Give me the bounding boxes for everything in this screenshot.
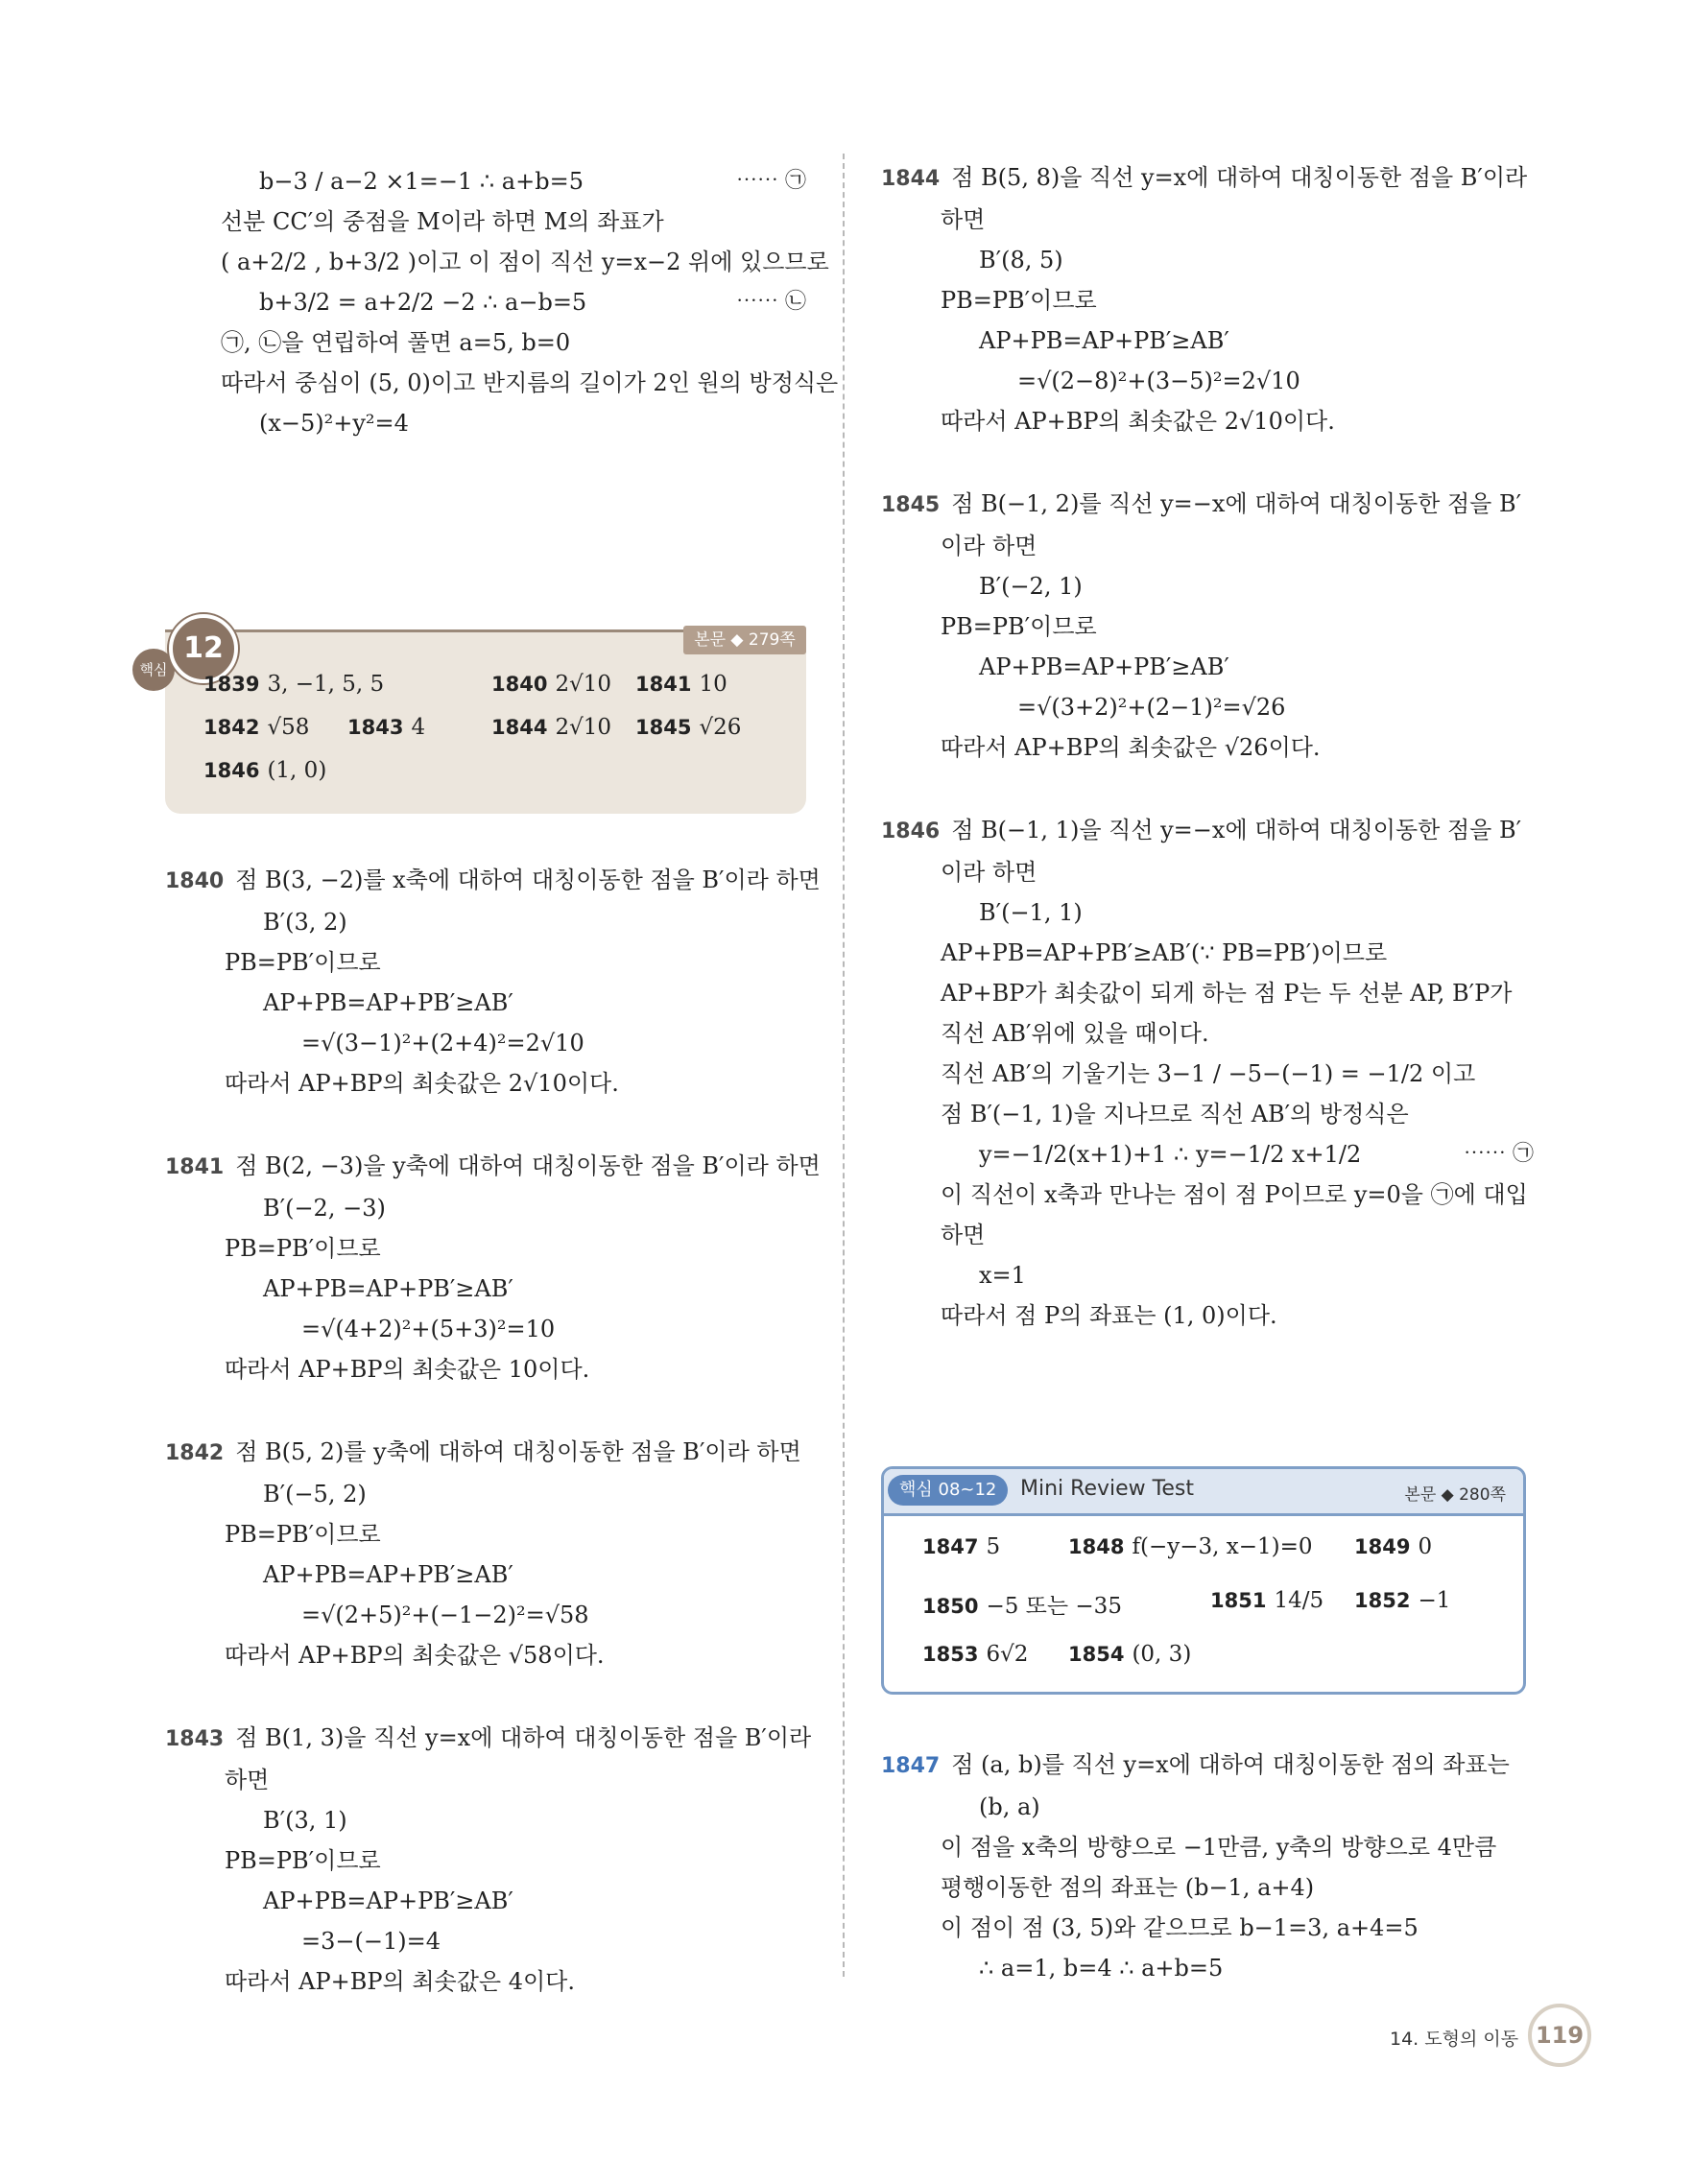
line-text: =√(4+2)²+(5+3)²=10 — [301, 1316, 556, 1342]
solution-line — [221, 161, 806, 202]
solution-line — [941, 687, 1534, 727]
solution-line — [941, 647, 1534, 687]
answer-value: 0 — [1418, 1534, 1433, 1559]
solution-line — [941, 1948, 1534, 1988]
line-text: (b, a) — [979, 1793, 1040, 1820]
line-text: 이라 하면 — [941, 533, 1037, 559]
answer-1845 — [635, 715, 741, 740]
review-answer-1852 — [1354, 1588, 1450, 1613]
line-text: 점 (a, b)를 직선 y=x에 대하여 대칭이동한 점의 좌표는 — [951, 1751, 1510, 1778]
solution-1845 — [881, 484, 1534, 768]
solution-line — [941, 606, 1534, 647]
review-answer-1850 — [922, 1588, 1122, 1620]
line-text: B′(−5, 2) — [263, 1481, 367, 1507]
line-text: b−3 / a−2 ×1=−1 ∴ a+b=5 — [259, 168, 584, 195]
answer-value: −5 또는 −35 — [986, 1594, 1122, 1619]
solution-1842 — [165, 1432, 808, 1675]
line-text: B′(3, 1) — [263, 1807, 347, 1834]
review-answer-1847 — [922, 1534, 1000, 1559]
solution-line — [941, 526, 1534, 566]
line-text: b+3/2 = a+2/2 −2 ∴ a−b=5 — [259, 289, 587, 316]
solution-line — [221, 282, 806, 322]
answer-value: 6√2 — [986, 1642, 1029, 1667]
line-text: 따라서 AP+BP의 최솟값은 √26이다. — [941, 734, 1321, 761]
solution-line — [225, 1228, 808, 1269]
solution-line — [941, 933, 1534, 973]
problem-number: 1847 — [881, 1754, 941, 1778]
answer-number: 1845 — [635, 716, 692, 739]
solution-1847 — [881, 1745, 1534, 1988]
answer-number: 1842 — [203, 716, 260, 739]
solution-line — [165, 1146, 821, 1188]
line-text: 따라서 AP+BP의 최솟값은 2√10이다. — [941, 408, 1335, 435]
line-text: B′(3, 2) — [263, 909, 347, 936]
line-text: B′(−2, −3) — [263, 1195, 386, 1222]
solution-1840 — [165, 860, 821, 1104]
line-text: 따라서 중심이 (5, 0)이고 반지름의 길이가 2인 원의 방정식은 — [221, 369, 839, 396]
line-text: y=−1/2(x+1)+1 ∴ y=−1/2 x+1/2 — [979, 1141, 1362, 1168]
line-text: =√(3+2)²+(2−1)²=√26 — [1017, 694, 1286, 721]
answer-value: 2√10 — [555, 715, 612, 740]
spacer — [881, 441, 1534, 484]
solution-line — [221, 322, 806, 363]
solution-line — [941, 361, 1534, 401]
line-text: 직선 AB′의 기울기는 3−1 / −5−(−1) = −1/2 이고 — [941, 1060, 1476, 1087]
line-text: =√(3−1)²+(2+4)²=2√10 — [301, 1030, 584, 1056]
solution-line — [221, 202, 806, 242]
column-divider — [843, 154, 845, 1977]
solution-line — [225, 1961, 808, 2002]
solution-line — [881, 157, 1534, 200]
problem-number: 1844 — [881, 167, 941, 191]
solution-line — [225, 1921, 808, 1961]
line-text: B′(−2, 1) — [979, 573, 1083, 600]
answer-number: 1840 — [491, 673, 548, 696]
problem-number: 1841 — [165, 1155, 225, 1179]
line-text: PB=PB′이므로 — [225, 1235, 381, 1262]
answer-number: 1839 — [203, 673, 260, 696]
line-text: 따라서 AP+BP의 최솟값은 10이다. — [225, 1356, 590, 1383]
spacer — [165, 1104, 808, 1146]
solution-line — [221, 242, 829, 282]
line-text: AP+PB=AP+PB′≥AB′ — [979, 653, 1229, 680]
solution-line — [221, 363, 839, 403]
solution-line — [225, 1474, 808, 1514]
answer-number: 1841 — [635, 673, 692, 696]
equation-marker: ⋯⋯ ㉠ — [736, 169, 806, 193]
line-text: 점 B(1, 3)을 직선 y=x에 대하여 대칭이동한 점을 B′이라 — [235, 1724, 812, 1751]
solution-line — [225, 1800, 808, 1840]
answer-value: −1 — [1418, 1588, 1451, 1613]
solution-line — [225, 902, 808, 942]
line-text: 하면 — [941, 206, 986, 233]
left-column-top — [221, 161, 839, 443]
review-page-reference: 본문 ◆ 280쪽 — [1404, 1485, 1506, 1505]
line-text: 선분 CC′의 중점을 M이라 하면 M의 좌표가 — [221, 208, 664, 235]
problem-number: 1846 — [881, 819, 941, 843]
spacer — [165, 1389, 808, 1432]
answer-number: 1844 — [491, 716, 548, 739]
line-text: 점 B′(−1, 1)을 지나므로 직선 AB′의 방정식은 — [941, 1101, 1409, 1128]
line-text: AP+PB=AP+PB′≥AB′(∵ PB=PB′)이므로 — [941, 939, 1388, 966]
line-text: (x−5)²+y²=4 — [259, 410, 409, 437]
line-text: =3−(−1)=4 — [301, 1928, 441, 1955]
solution-line — [165, 1718, 812, 1760]
answer-value: f(−y−3, x−1)=0 — [1132, 1534, 1313, 1559]
review-answer-1854 — [1068, 1642, 1191, 1667]
review-title: Mini Review Test — [1020, 1477, 1194, 1501]
line-text: ∴ a=1, b=4 ∴ a+b=5 — [979, 1955, 1224, 1982]
line-text: 이 점이 점 (3, 5)와 같으므로 b−1=3, a+4=5 — [941, 1914, 1419, 1941]
line-text: ㉠, ㉡을 연립하여 풀면 a=5, b=0 — [221, 329, 571, 356]
solution-line — [881, 1745, 1534, 1787]
line-text: 점 B(5, 2)를 y축에 대하여 대칭이동한 점을 B′이라 하면 — [235, 1438, 801, 1465]
solution-line — [225, 1555, 808, 1595]
section-badge: 12 — [169, 614, 238, 683]
solution-line — [225, 1269, 808, 1309]
solution-line — [225, 1514, 808, 1555]
solution-line — [165, 1432, 808, 1474]
chapter-title: 14. 도형의 이동 — [1390, 2029, 1519, 2050]
answer-value: (1, 0) — [267, 758, 327, 783]
solution-line — [941, 1867, 1534, 1908]
line-text: 하면 — [941, 1222, 986, 1248]
review-tag: 핵심 08~12 — [888, 1475, 1008, 1506]
answer-1846 — [203, 758, 326, 783]
answer-number: 1850 — [922, 1595, 979, 1618]
line-text: ( a+2/2 , b+3/2 )이고 이 점이 직선 y=x−2 위에 있으므로 — [221, 249, 829, 275]
solution-line — [225, 1595, 808, 1635]
answer-1842 — [203, 715, 309, 740]
answer-1844 — [491, 715, 611, 740]
solution-line — [941, 280, 1534, 320]
review-answer-1851 — [1210, 1588, 1323, 1613]
core-tag: 핵심 — [132, 649, 175, 691]
solution-line — [225, 1188, 808, 1228]
line-text: PB=PB′이므로 — [225, 1847, 381, 1874]
solution-line — [225, 1309, 808, 1349]
line-text: PB=PB′이므로 — [225, 949, 381, 976]
line-text: 이 직선이 x축과 만나는 점이 점 P이므로 y=0을 ㉠에 대입 — [941, 1181, 1528, 1208]
answer-1840 — [491, 672, 611, 697]
solution-line — [165, 860, 821, 902]
solution-line — [941, 1827, 1534, 1867]
line-text: 점 B(−1, 1)을 직선 y=−x에 대하여 대칭이동한 점을 B′ — [951, 817, 1522, 843]
line-text: 따라서 AP+BP의 최솟값은 √58이다. — [225, 1642, 605, 1669]
spacer — [881, 768, 1534, 810]
solution-line — [941, 892, 1534, 933]
solution-line — [941, 566, 1534, 606]
answer-number: 1849 — [1354, 1535, 1411, 1558]
answer-number: 1852 — [1354, 1589, 1411, 1612]
solution-line — [225, 1881, 808, 1921]
problem-number: 1840 — [165, 869, 225, 893]
solution-line — [941, 200, 1534, 240]
solution-line — [941, 727, 1534, 768]
line-text: x=1 — [979, 1262, 1026, 1289]
problem-number: 1845 — [881, 493, 941, 517]
answer-value: 5 — [986, 1534, 1001, 1559]
problem-number: 1842 — [165, 1441, 225, 1465]
left-solutions — [165, 860, 821, 2002]
answer-number: 1847 — [922, 1535, 979, 1558]
answer-number: 1851 — [1210, 1589, 1267, 1612]
page-number: 119 — [1528, 2004, 1591, 2067]
line-text: 직선 AB′위에 있을 때이다. — [941, 1020, 1209, 1047]
solution-line — [225, 942, 808, 983]
solution-line — [941, 1787, 1534, 1827]
line-text: 이 점을 x축의 방향으로 −1만큼, y축의 방향으로 4만큼 — [941, 1834, 1497, 1861]
solution-line — [941, 1094, 1534, 1134]
problem-number: 1843 — [165, 1727, 225, 1751]
review-header — [884, 1469, 1523, 1516]
solution-line — [941, 1295, 1534, 1336]
solution-line — [941, 852, 1534, 892]
solution-line — [941, 1054, 1534, 1094]
line-text: B′(−1, 1) — [979, 899, 1083, 926]
solution-line — [941, 1134, 1534, 1175]
answer-1841 — [635, 672, 727, 697]
answer-number: 1843 — [347, 716, 404, 739]
line-text: PB=PB′이므로 — [941, 287, 1097, 314]
solution-1844 — [881, 157, 1534, 441]
answer-value: √58 — [267, 715, 310, 740]
review-answer-1849 — [1354, 1534, 1432, 1559]
line-text: AP+PB=AP+PB′≥AB′ — [263, 1275, 513, 1302]
equation-marker: ⋯⋯ ㉡ — [736, 290, 806, 314]
line-text: =√(2+5)²+(−1−2)²=√58 — [301, 1602, 589, 1628]
solution-1841 — [165, 1146, 821, 1389]
line-text: 점 B(3, −2)를 x축에 대하여 대칭이동한 점을 B′이라 하면 — [235, 866, 821, 893]
line-text: AP+PB=AP+PB′≥AB′ — [263, 1561, 513, 1588]
line-text: 하면 — [225, 1767, 270, 1793]
answer-value: 14/5 — [1274, 1588, 1324, 1613]
answer-value: √26 — [699, 715, 742, 740]
page-reference: 본문 ◆ 279쪽 — [683, 626, 806, 654]
solution-line — [225, 1063, 808, 1104]
solution-line — [941, 1175, 1534, 1215]
solution-line — [225, 1840, 808, 1881]
solution-1843 — [165, 1718, 812, 2002]
line-text: 점 B(5, 8)을 직선 y=x에 대하여 대칭이동한 점을 B′이라 — [951, 164, 1528, 191]
answer-number: 1854 — [1068, 1643, 1125, 1666]
solution-line — [941, 1255, 1534, 1295]
review-answer-1848 — [1068, 1534, 1313, 1559]
answer-value: 4 — [411, 715, 426, 740]
solution-line — [941, 320, 1534, 361]
line-text: PB=PB′이므로 — [941, 613, 1097, 640]
line-text: 점 B(2, −3)을 y축에 대하여 대칭이동한 점을 B′이라 하면 — [235, 1152, 821, 1179]
answer-number: 1846 — [203, 759, 260, 782]
solution-line — [941, 401, 1534, 441]
right-solutions — [881, 157, 1534, 1336]
line-text: 따라서 AP+BP의 최솟값은 2√10이다. — [225, 1070, 619, 1097]
line-text: AP+BP가 최솟값이 되게 하는 점 P는 두 선분 AP, B′P가 — [941, 980, 1513, 1007]
answer-number: 1848 — [1068, 1535, 1125, 1558]
line-text: AP+PB=AP+PB′≥AB′ — [263, 989, 513, 1016]
line-text: =√(2−8)²+(3−5)²=2√10 — [1017, 368, 1300, 394]
solution-line — [225, 1635, 808, 1675]
line-text: 평행이동한 점의 좌표는 (b−1, a+4) — [941, 1874, 1315, 1901]
line-text: PB=PB′이므로 — [225, 1521, 381, 1548]
line-text: AP+PB=AP+PB′≥AB′ — [263, 1887, 513, 1914]
solution-line — [941, 1013, 1534, 1054]
solution-line — [881, 484, 1534, 526]
solution-line — [941, 973, 1534, 1013]
answer-value: 10 — [699, 672, 727, 697]
solution-line — [225, 983, 808, 1023]
solution-line — [225, 1349, 808, 1389]
line-text: B′(8, 5) — [979, 247, 1063, 273]
answer-value: 2√10 — [555, 672, 612, 697]
solution-line — [225, 1023, 808, 1063]
solution-line — [941, 1215, 1534, 1255]
solution-line — [881, 810, 1534, 852]
spacer — [165, 1675, 808, 1718]
equation-marker: ⋯⋯ ㉠ — [1464, 1142, 1534, 1166]
line-text: 이라 하면 — [941, 859, 1037, 886]
line-text: 따라서 AP+BP의 최솟값은 4이다. — [225, 1968, 575, 1995]
solution-line — [941, 1908, 1534, 1948]
mini-review-box — [881, 1466, 1526, 1695]
solution-line — [221, 403, 806, 443]
line-text: 따라서 점 P의 좌표는 (1, 0)이다. — [941, 1302, 1277, 1329]
solution-line — [225, 1760, 808, 1800]
line-text: AP+PB=AP+PB′≥AB′ — [979, 327, 1229, 354]
answer-value: 3, −1, 5, 5 — [267, 672, 385, 697]
answer-1839 — [203, 672, 384, 697]
solution-1847 — [881, 1745, 1534, 1988]
answer-value: (0, 3) — [1132, 1642, 1192, 1667]
answer-number: 1853 — [922, 1643, 979, 1666]
solution-line — [941, 240, 1534, 280]
answer-1843 — [347, 715, 425, 740]
review-answer-1853 — [922, 1642, 1028, 1667]
line-text: 점 B(−1, 2)를 직선 y=−x에 대하여 대칭이동한 점을 B′ — [951, 490, 1522, 517]
solution-1846 — [881, 810, 1534, 1336]
